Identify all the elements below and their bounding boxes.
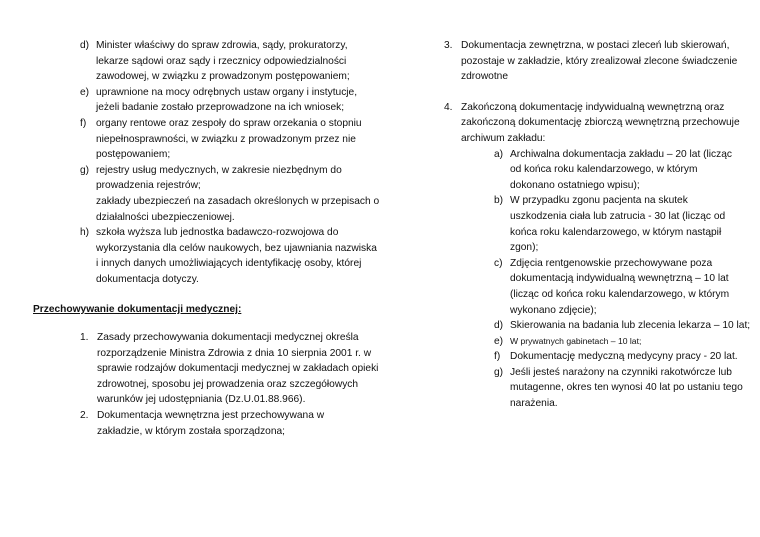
list-marker: d) xyxy=(80,40,90,51)
list-item-text: uprawnione na mocy odrębnych ustaw organy i instytucje, jeżeli badanie zostało przeprowadzone na ich wniosek; xyxy=(96,86,358,114)
list-marker: e) xyxy=(494,335,504,347)
list-item-text: W przypadku zgonu pacjenta na skutek uszkodzenia ciała lub zatrucia - 30 lat (licząc od końca roku kalendarzowego, w którym nastąpił zgon); xyxy=(510,195,726,254)
sub-item-b xyxy=(494,193,744,255)
list-item-2 xyxy=(80,408,357,439)
sub-item-g xyxy=(494,365,744,412)
list-marker: f) xyxy=(494,351,501,363)
list-marker: 3. xyxy=(444,40,453,51)
continued-lettered-list xyxy=(80,38,380,288)
list-marker: a) xyxy=(494,148,504,160)
list-item-g xyxy=(80,163,381,225)
list-marker: e) xyxy=(80,86,90,98)
sub-item-e xyxy=(494,334,744,350)
list-item-text: Dokumentacja zewnętrzna, w postaci zleceń lub skierowań, pozostaje w zakładzie, który zrealizował zlecone świadczenie zdrowotne xyxy=(461,40,738,83)
list-item-extra-text: zakłady ubezpieczeń na zasadach określonych w przepisach o działalności ubezpieczeniowej. xyxy=(96,195,380,223)
list-item-h xyxy=(80,225,381,287)
list-item-text: Zakończoną dokumentację indywidualną wewnętrzną oraz zakończoną dokumentację zbiorczą wewnętrzną przechowuje archiwum zakładu: xyxy=(461,101,740,144)
list-item-text: Dokumentacja wewnętrzna jest przechowywana w zakładzie, w którym została sporządzona; xyxy=(97,409,325,437)
section-heading: Przechowywanie dokumentacji medycznej: xyxy=(33,304,242,315)
list-item-text: szkoła wyższa lub jednostka badawczo-rozwojowa do wykorzystania dla celów naukowych, bez ujawniania nazwiska i innych danych umożliwiających identyfikację osoby, której dokumentacja dotyczy. xyxy=(96,227,377,285)
list-item-text: Zdjęcia rentgenowskie przechowywane poza dokumentacją indywidualną wewnętrzną – 10 lat (licząc od końca roku kalendarzowego, w którym wykonano zdjęcie); xyxy=(510,257,730,316)
sub-item-d xyxy=(494,318,760,334)
sub-item-f xyxy=(494,349,744,365)
list-item-text: W prywatnych gabinetach – 10 lat; xyxy=(510,335,642,346)
list-item-3 xyxy=(444,38,760,85)
sub-item-a xyxy=(494,147,744,194)
list-marker: c) xyxy=(494,257,503,269)
list-item-e xyxy=(80,85,371,116)
list-item-text: Jeśli jesteś narażony na czynniki rakotwórcze lub mutagenne, okres ten wynosi 40 lat po ustaniu tego narażenia. xyxy=(510,366,743,410)
list-marker: 1. xyxy=(80,332,89,343)
list-marker: g) xyxy=(80,164,90,176)
list-item-text: Skierowania na badania lub zlecenia lekarza – 10 lat; xyxy=(510,320,751,332)
numbered-list-right xyxy=(444,38,751,412)
numbered-list-left xyxy=(80,330,379,439)
list-marker: b) xyxy=(494,195,504,207)
list-item-f xyxy=(80,116,381,163)
retention-periods-list xyxy=(494,147,751,412)
list-item-text: rejestry usług medycznych, w zakresie niezbędnym do prowadzenia rejestrów; xyxy=(96,164,342,192)
list-item-d xyxy=(80,38,366,85)
list-marker: h) xyxy=(80,227,90,239)
list-marker: 4. xyxy=(444,101,453,113)
list-marker: f) xyxy=(80,117,87,129)
list-item-text: Dokumentację medyczną medycyny pracy - 20 lat. xyxy=(510,351,738,363)
list-item-text: organy rentowe oraz zespoły do spraw orzekania o stopniu niepełnosprawności, w związku z prowadzonym przez nie postępowaniem; xyxy=(96,117,362,161)
list-marker: g) xyxy=(494,366,504,378)
list-marker: 2. xyxy=(80,409,89,421)
list-item-4 xyxy=(444,100,760,412)
list-item-text: Zasady przechowywania dokumentacji medycznej określa rozporządzenie Ministra Zdrowia z dnia 10 sierpnia 2001 r. w sprawie rodzajów dokumentacji medycznej w zakładach opieki zdrowotnej, sposobu jej prowadzenia oraz szczegółowych warunków jej udostępniania (Dz.U.01.88.966). xyxy=(97,332,379,406)
list-item-text: Minister właściwy do spraw zdrowia, sądy, prokuratorzy, lekarze sądowi oraz sądy i rzecznicy odpowiedzialności zawodowej, w związku z prowadzonym postępowaniem; xyxy=(96,40,350,83)
list-item-text: Archiwalna dokumentacja zakładu – 20 lat (licząc od końca roku kalendarzowego, w którym dokonano ostatniego wpisu); xyxy=(510,148,732,191)
sub-item-c xyxy=(494,256,744,318)
list-item-1 xyxy=(80,330,380,408)
list-marker: d) xyxy=(494,320,504,332)
